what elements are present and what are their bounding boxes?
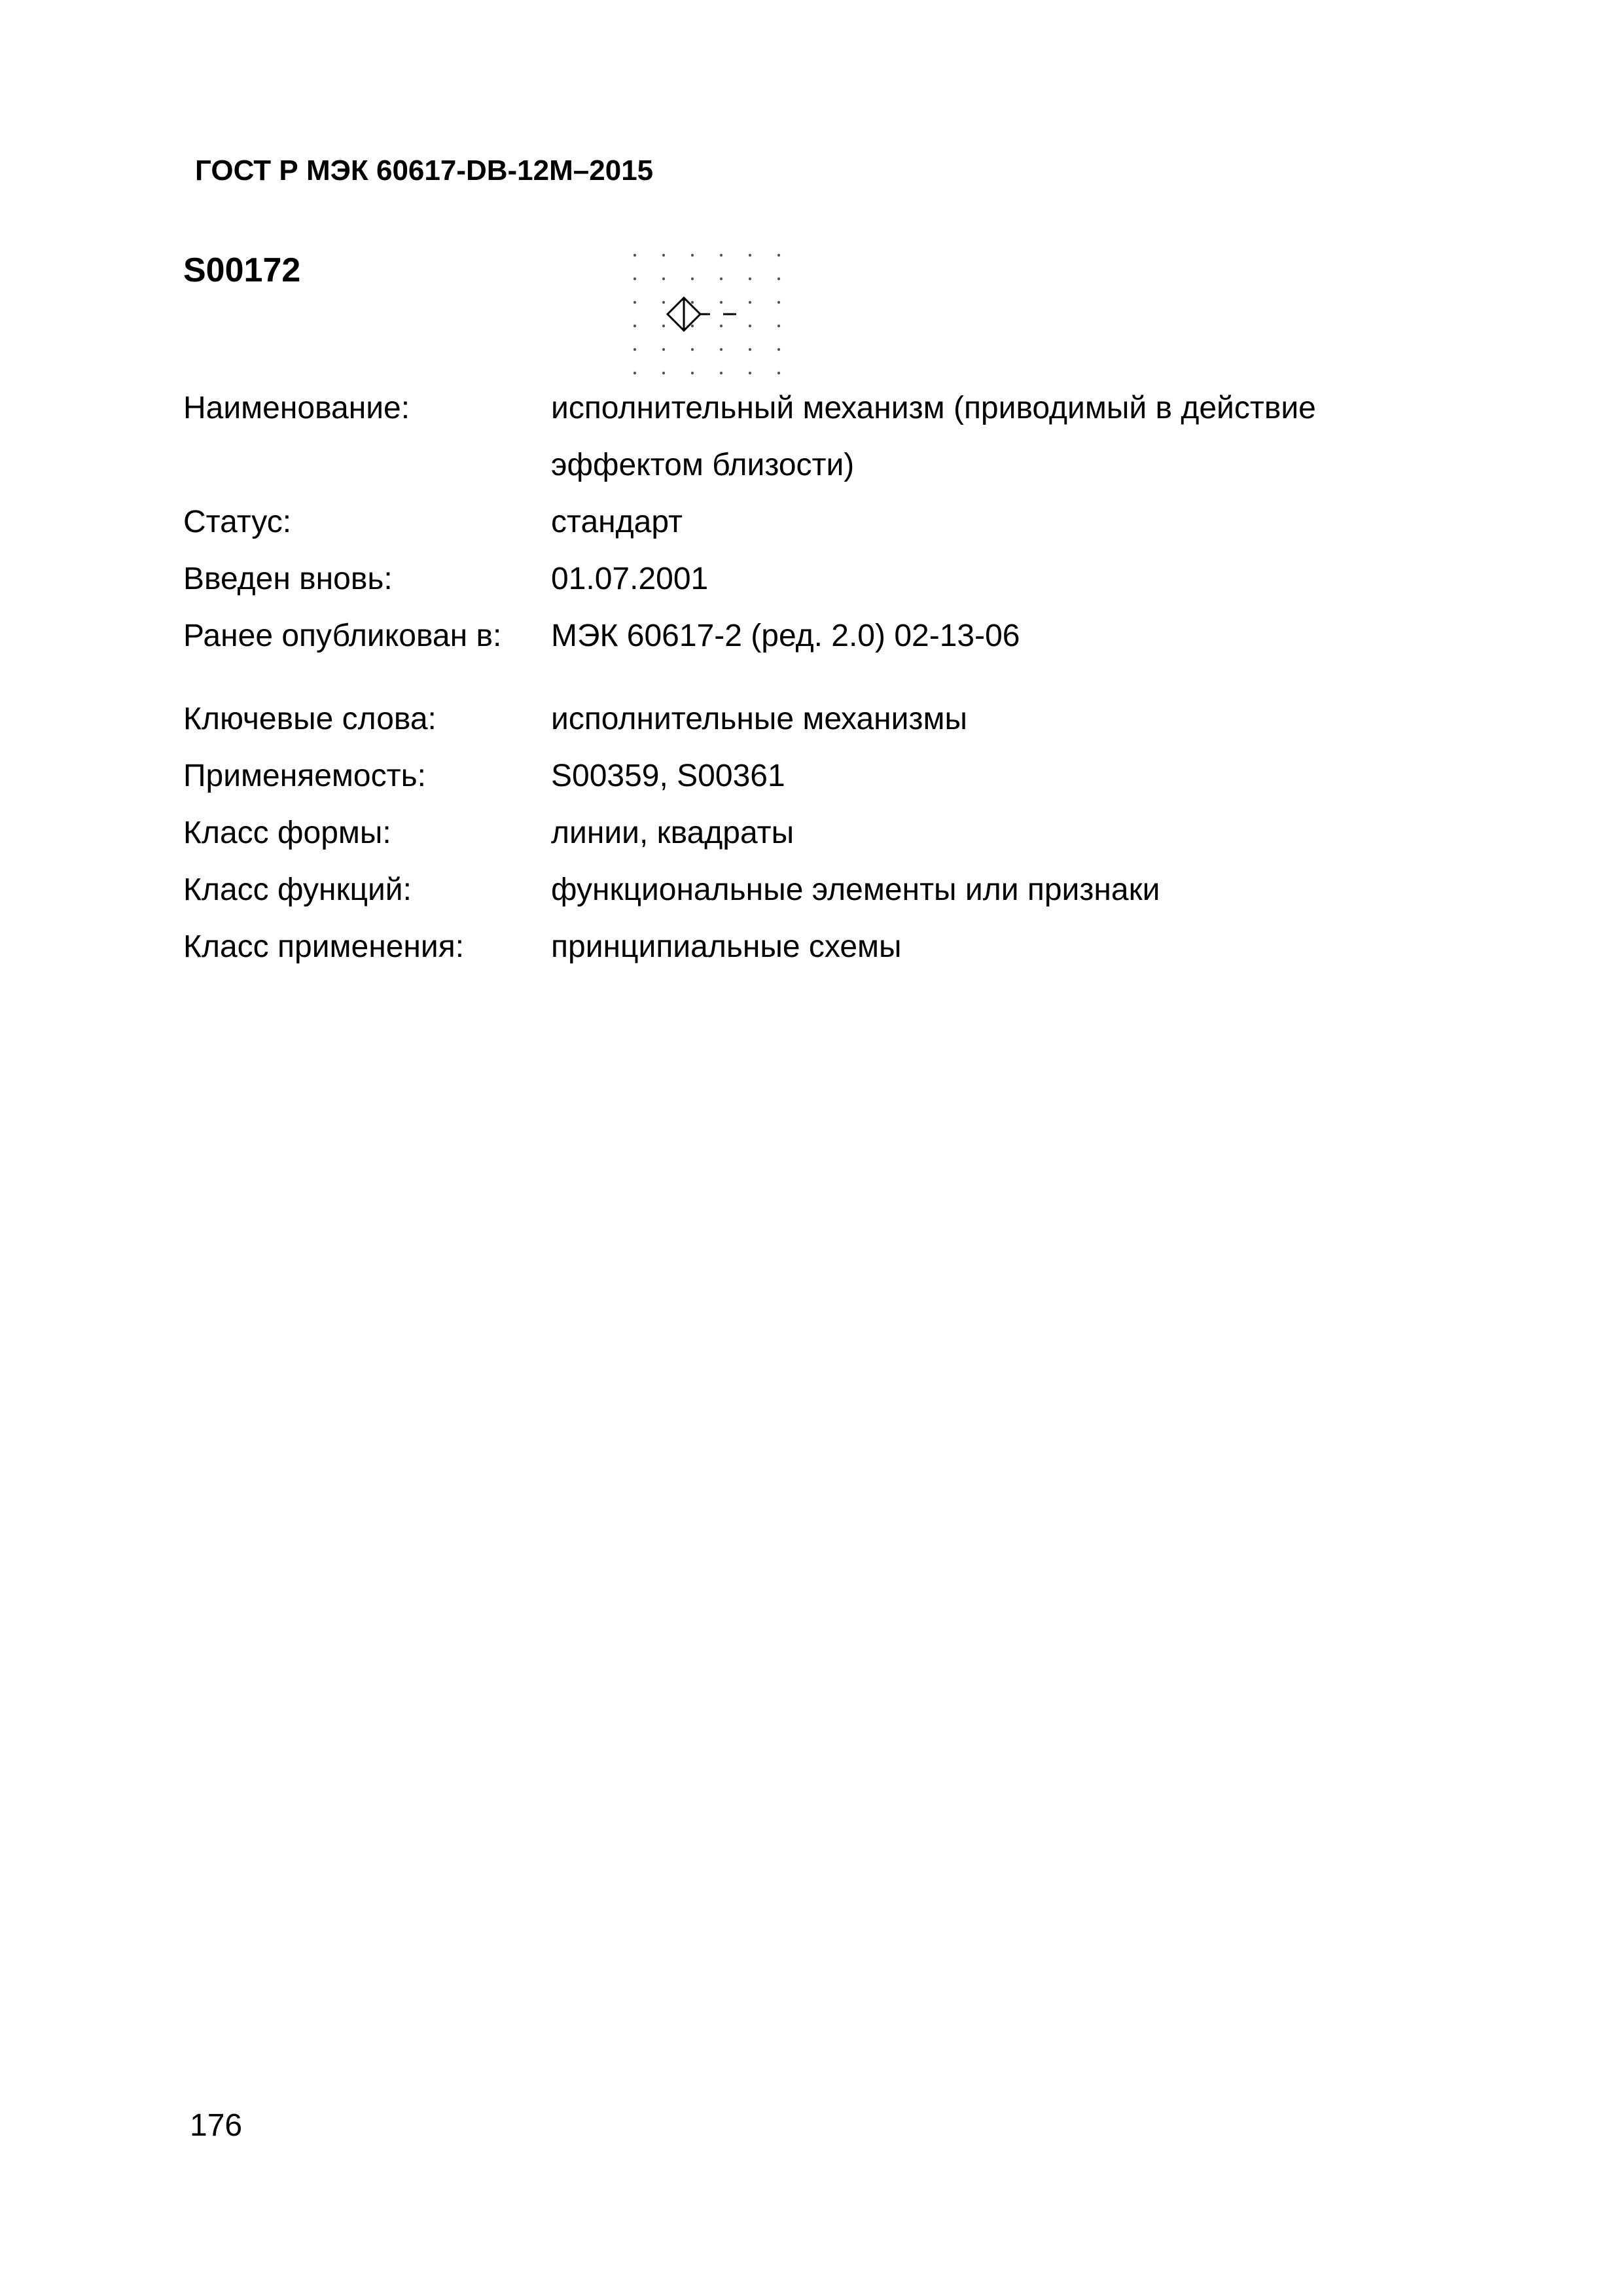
grid-dot <box>633 325 636 327</box>
grid-dot <box>691 348 694 351</box>
symbol-drawing <box>668 298 736 331</box>
property-label: Класс функций: <box>183 872 412 907</box>
grid-dot <box>720 254 722 257</box>
property-row-applicability <box>183 747 1427 804</box>
grid-dot <box>720 325 722 327</box>
grid-dot <box>749 325 751 327</box>
property-label: Класс применения: <box>183 929 465 964</box>
grid-dot <box>691 301 694 304</box>
grid-dot <box>633 278 636 280</box>
property-value: функциональные элементы или признаки <box>551 872 1160 907</box>
proximity-actuator-symbol-icon <box>622 242 792 380</box>
property-value: МЭК 60617-2 (ред. 2.0) 02-13-06 <box>551 619 1020 653</box>
grid-dot <box>691 278 694 280</box>
property-value: принципиальные схемы <box>551 929 902 964</box>
grid-dot <box>749 348 751 351</box>
grid-dot <box>662 325 665 327</box>
grid-dot <box>777 254 780 257</box>
grid-dot <box>777 301 780 304</box>
grid-dot <box>777 348 780 351</box>
property-value-line: исполнительный механизм (приводимый в действие <box>551 391 1316 425</box>
grid-dot <box>777 372 780 374</box>
grid-dot <box>691 372 694 374</box>
grid-dot <box>633 301 636 304</box>
property-label: Класс формы: <box>183 816 391 850</box>
grid-dot <box>720 278 722 280</box>
grid-dot <box>749 254 751 257</box>
grid-dot <box>749 301 751 304</box>
property-value: 01.07.2001 <box>551 562 709 596</box>
property-value: исполнительные механизмы <box>551 702 967 736</box>
grid-dot <box>662 301 665 304</box>
grid-dot <box>633 254 636 257</box>
property-label: Наименование: <box>183 391 410 425</box>
page-number: 176 <box>190 2108 243 2143</box>
grid-dot <box>749 278 751 280</box>
property-row-status <box>183 493 1427 550</box>
property-value: линии, квадраты <box>551 816 794 850</box>
property-label: Введен вновь: <box>183 562 393 596</box>
property-row-keywords <box>183 691 1427 747</box>
grid-dot <box>720 348 722 351</box>
property-value <box>551 380 1427 493</box>
property-value: S00359, S00361 <box>551 759 785 793</box>
property-label: Статус: <box>183 505 292 539</box>
property-row-application-class <box>183 918 1427 975</box>
grid-dot <box>777 278 780 280</box>
property-value-line: эффектом близости) <box>551 448 855 482</box>
grid-dot <box>633 372 636 374</box>
document-standard-header: ГОСТ Р МЭК 60617-DB-12M–2015 <box>195 154 654 187</box>
grid-dot <box>777 325 780 327</box>
property-value: стандарт <box>551 505 683 539</box>
property-row-shape-class <box>183 804 1427 861</box>
property-label: Ранее опубликован в: <box>183 619 502 653</box>
symbol-code: S00172 <box>183 251 301 289</box>
property-row-name <box>183 380 1427 493</box>
grid-dot <box>662 348 665 351</box>
grid-dot <box>662 372 665 374</box>
property-row-function-class <box>183 861 1427 918</box>
grid-dot <box>720 372 722 374</box>
property-row-introduced <box>183 550 1427 607</box>
grid-dot <box>691 325 694 327</box>
grid-dot <box>662 254 665 257</box>
property-label: Ключевые слова: <box>183 702 437 736</box>
grid-dot <box>662 278 665 280</box>
property-row-previously-published <box>183 607 1427 664</box>
grid-dot <box>633 348 636 351</box>
property-label: Применяемость: <box>183 759 426 793</box>
grid-dot <box>691 254 694 257</box>
symbol-properties <box>183 380 1427 975</box>
grid-dot <box>720 301 722 304</box>
grid-dot <box>749 372 751 374</box>
